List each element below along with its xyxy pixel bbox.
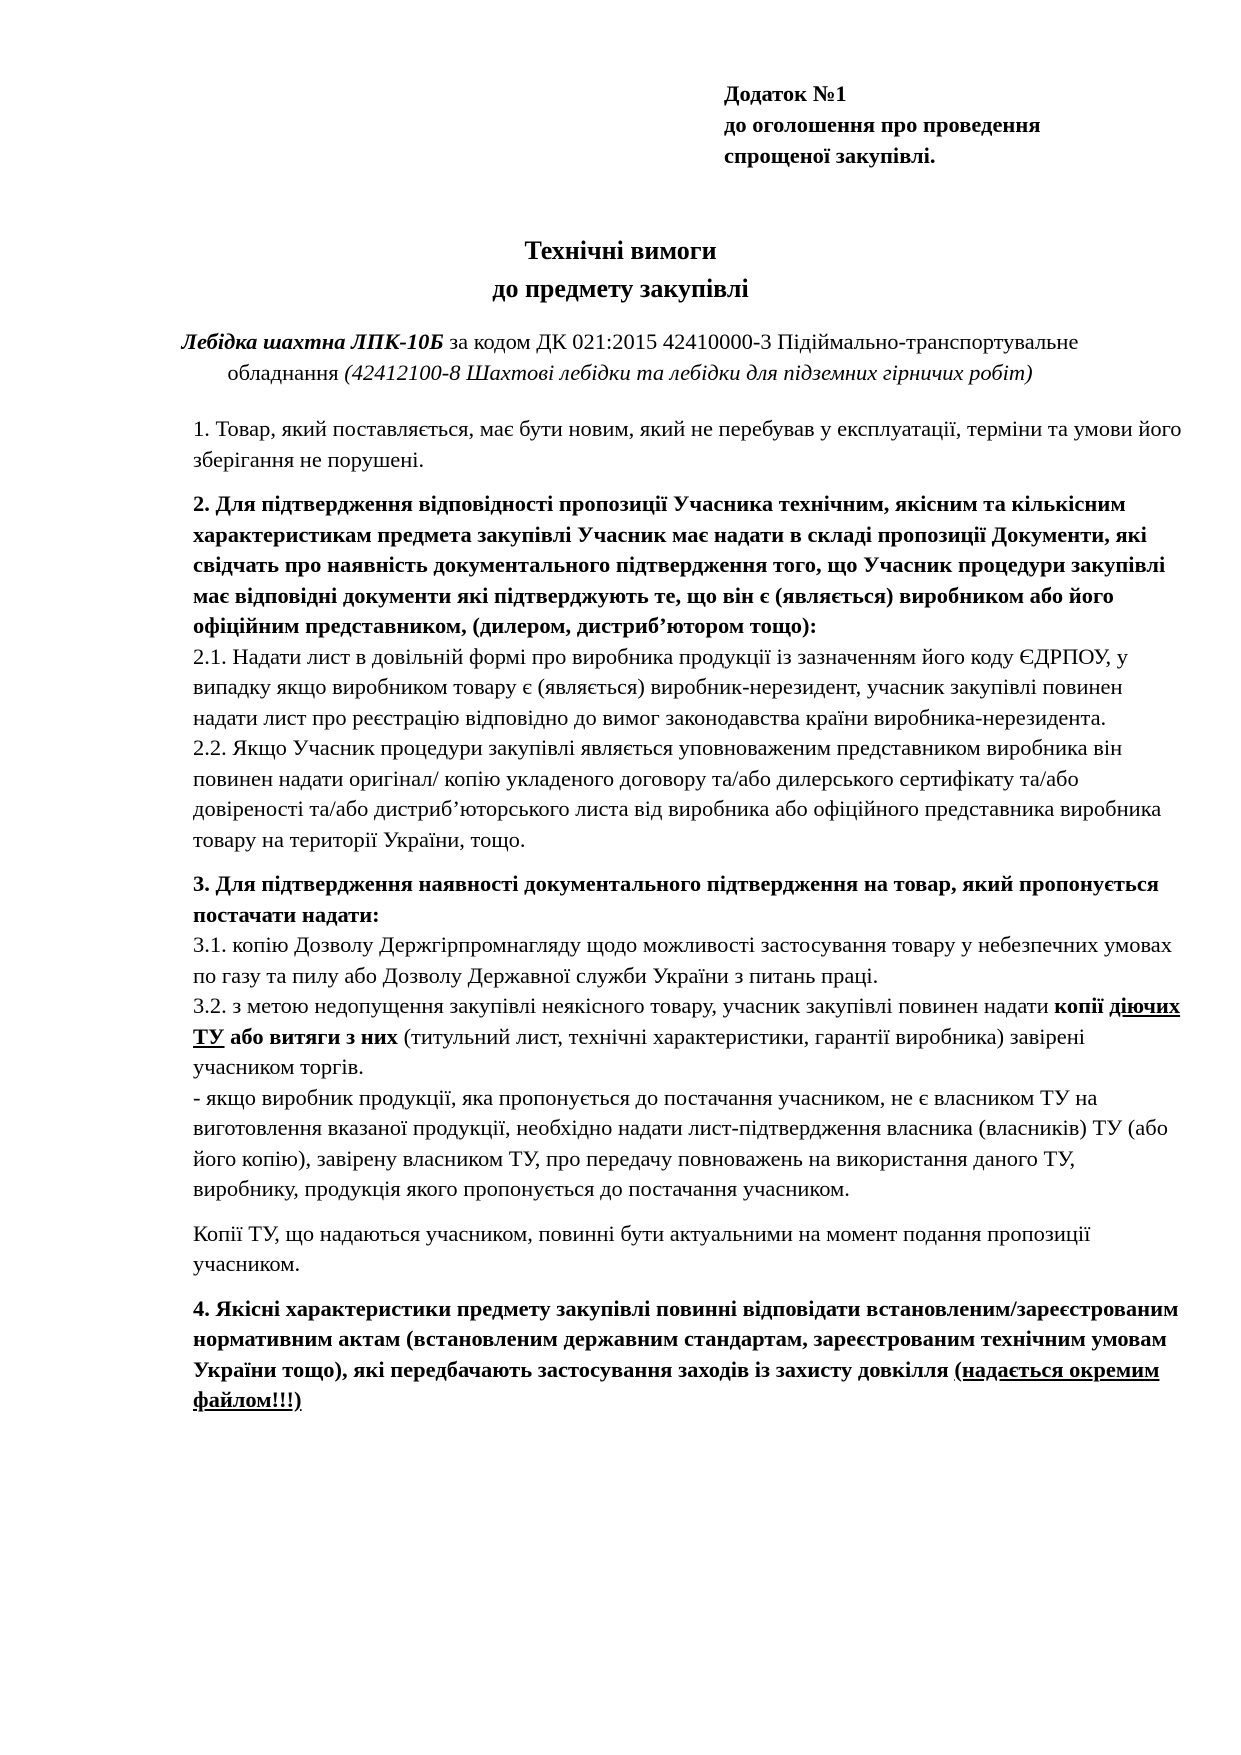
section-3-3: - якщо виробник продукції, яка пропонується до постачання учасником, не є власником ТУ на виготовлення вказаної продукції, необхідно надати лист-підтвердження власника (власників) ТУ (або його копію), завірену власником ТУ, про передачу повноважень на використання даного ТУ, виробнику, продукція якого пропонується до постачання учасником. [193, 1084, 1168, 1201]
subject-code: за кодом ДК 021:2015 42410000-3 Підіймально-транспортувальне обладнання [227, 329, 1079, 385]
section-3-4: Копії ТУ, що надаються учасником, повинні бути актуальними на момент подання пропозиції учасником. [193, 1220, 1091, 1276]
subject-name: Лебідка шахтна ЛПК-10Б [181, 329, 444, 354]
section-3-2-bold-1: копії [1054, 993, 1110, 1018]
annex-header [724, 78, 1041, 171]
annex-line-2: до оголошення про проведення [724, 112, 1041, 137]
section-3-2-end: (титульний лист, технічні характеристики, гарантії виробника) завірені учасником торгів. [193, 1023, 1086, 1079]
section-2-1: 2.1. Надати лист в довільній формі про виробника продукції із зазначенням його коду ЄДРПОУ, у випадку якщо виробником товару є (являється) виробник-нерезидент, учасник закупівлі повинен надати лист про реєстрацію відповідно до вимог законодавства країни виробника-нерезидента. [193, 643, 1129, 730]
annex-line-3: спрощеної закупівлі. [724, 143, 936, 168]
title-line-1: Технічні вимоги [524, 236, 717, 265]
section-2-heading: 2. Для підтвердження відповідності пропозиції Учасника технічним, якісним та кількісним характеристикам предмета закупівлі Учасник має надати в складі пропозиції Документи, які свідчать про наявність документального підтвердження того, що Учасник процедури закупівлі має відповідні документи які підтверджують те, що він є (являється) виробником або його офіційним представником, (дилером, дистриб’ютором тощо): [193, 491, 1166, 638]
procurement-subject [130, 326, 1130, 388]
section-3-2-start: 3.2. з метою недопущення закупівлі неякісного товару, учасник закупівлі повинен надати [193, 993, 1055, 1018]
section-4 [193, 1294, 1183, 1416]
section-2-2: 2.2. Якщо Учасник процедури закупівлі являється уповноваженим представником виробника він повинен надати оригінал/ копію укладеного договору та/або дилерського сертифікату та/або довіреності та/або дистриб’юторського листа від виробника або офіційного представника виробника товару на території України, тощо. [193, 735, 1162, 852]
section-3-2-bold-underlined: діючих ТУ [193, 993, 1181, 1049]
section-3-2 [193, 991, 1183, 1083]
section-1: 1. Товар, який поставляється, має бути новим, який не перебував у експлуатації, терміни та умови його зберігання не порушені. [193, 416, 1182, 472]
section-3-1: 3.1. копію Дозволу Держгірпромнагляду щодо можливості застосування товару у небезпечних умовах по газу та пилу або Дозволу Державної служби України з питань праці. [193, 932, 1173, 988]
section-4-text: 4. Якісні характеристики предмету закупівлі повинні відповідати встановленим/зареєстрованим нормативним актам (встановленим державним стандартам, зареєстрованим технічним умовам України тощо), які передбачають застосування заходів із захисту довкілля [193, 1295, 1179, 1382]
subject-subcode: (42412100-8 Шахтові лебідки та лебідки для підземних гірничих робіт) [344, 360, 1033, 385]
section-4-underlined: (надається окремим файлом!!!) [193, 1356, 1160, 1412]
section-3-2-bold-2: або витяги з них [224, 1023, 398, 1049]
section-3-heading: 3. Для підтвердження наявності документального підтвердження на товар, який пропонується постачати надати: [193, 871, 1159, 927]
annex-line-1: Додаток №1 [724, 81, 847, 106]
requirements-body [193, 414, 1183, 1416]
title-line-2: до предмету закупівлі [492, 274, 749, 303]
document-title [0, 232, 1241, 308]
